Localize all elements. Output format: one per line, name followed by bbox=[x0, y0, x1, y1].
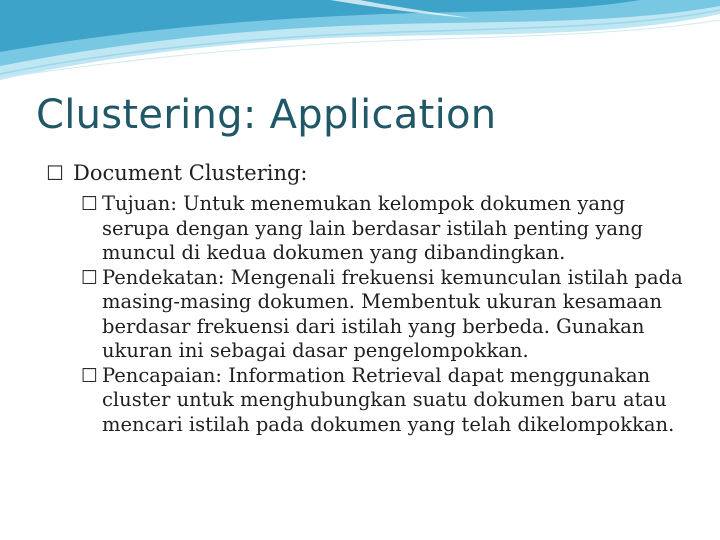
checkbox-bullet-icon: ☐ bbox=[81, 266, 99, 289]
list-item-text: Pendekatan: Mengenali frekuensi kemunculan istilah pada masing-masing dokumen. Membentuk ukuran kesamaan berdasar frekuensi dari istilah yang berbeda. Gunakan ukuran ini sebagai dasar pengelompokkan. bbox=[102, 265, 683, 362]
list-item-text: Document Clustering: bbox=[73, 161, 308, 185]
checkbox-bullet-icon: ☐ bbox=[81, 193, 99, 215]
list-item bbox=[46, 192, 696, 266]
list-item bbox=[46, 160, 696, 186]
list-item-text: Pencapaian: Information Retrieval dapat menggunakan cluster untuk menghubungkan suatu dokumen baru atau mencari istilah pada dokumen yang telah dikelompokkan. bbox=[102, 363, 675, 436]
checkbox-bullet-icon: ☐ bbox=[81, 364, 99, 387]
slide-title: Clustering: Application bbox=[36, 92, 497, 138]
header-wave-decoration bbox=[0, 0, 720, 90]
list-item-text: Tujuan: Untuk menemukan kelompok dokumen yang serupa dengan yang lain berdasar istilah penting yang muncul di kedua dokumen yang dibandingkan. bbox=[102, 192, 644, 264]
list-item bbox=[46, 364, 696, 438]
list-item bbox=[46, 266, 696, 364]
checkbox-bullet-icon: ☐ bbox=[46, 161, 64, 185]
bullet-list bbox=[46, 160, 696, 437]
